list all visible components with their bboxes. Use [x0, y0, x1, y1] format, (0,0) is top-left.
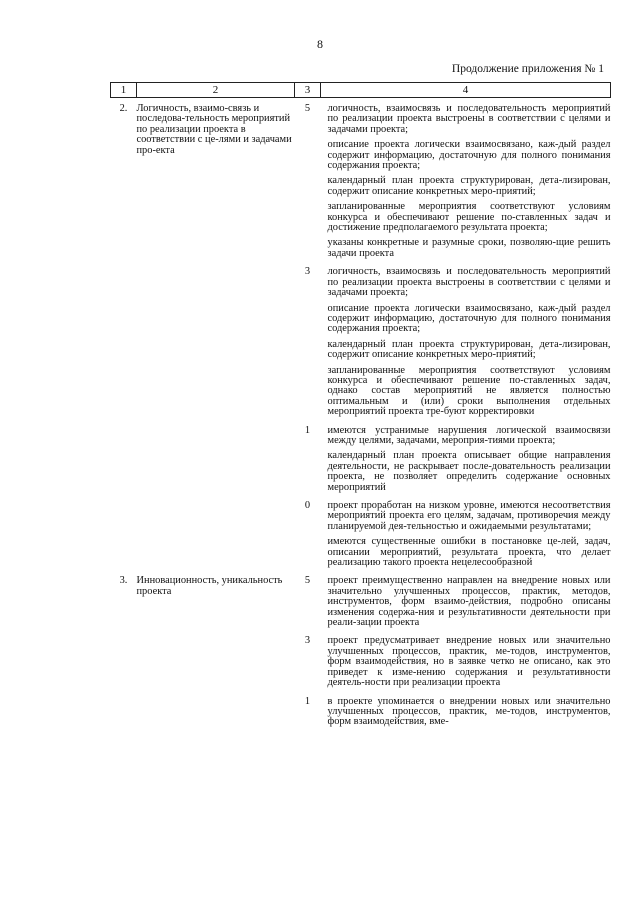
column-number: 1 [111, 83, 137, 98]
description-item: логичность, взаимосвязь и последовательность мероприятий по реализации проекта выстроены в соответствии с целями и задачами проекта; [327, 266, 611, 299]
column-number: 3 [295, 83, 321, 98]
score-value: 1 [304, 695, 311, 707]
column-number: 4 [321, 83, 611, 98]
appendix-continuation-note: Продолжение приложения № 1 [451, 63, 604, 75]
column-number: 2 [137, 83, 295, 98]
score-description [321, 98, 611, 265]
description-item: календарный план проекта описывает общие направления деятельности, не раскрывает после-довательность реализации проекта, не позволяет определить содержание основных мероприятий [327, 450, 611, 493]
score-description [321, 264, 611, 422]
score-value: 3 [304, 635, 311, 647]
score-value: 3 [304, 266, 311, 278]
table-row [111, 573, 611, 633]
description-item: имеются существенные ошибки в постановке це-лей, задач, описании мероприятий, результата проекта, что делает реализацию такого проекта нецелесообразной [327, 536, 611, 569]
description-item: проект преимущественно направлен на внедрение новых или значительно улучшенных процессов, практик, методов, инструментов, форм взаимо-действия, подробно описаны изменения содержа-ния и результативности деятельности при реали-зации проекта [327, 575, 611, 629]
column-number-row [111, 83, 611, 98]
table-row [111, 98, 611, 265]
page-number: 8 [317, 37, 323, 51]
score-description [321, 498, 611, 573]
score-description [321, 694, 611, 733]
score-value: 0 [304, 500, 311, 511]
criterion-name: Инновационность, уникальность проекта [136, 575, 283, 597]
score-value: 5 [304, 103, 311, 114]
description-item: имеются устранимые нарушения логической взаимосвязи между целями, задачами, мероприя-тиями проекта; [327, 424, 611, 446]
description-item: проект предусматривает внедрение новых или значительно улучшенных процессов, практик, ме-тодов, инструментов, форм взаимодействия, но в заявке четко не описано, как это приведет к изме-нению содержания и результативности деятель-ности при реализации проекта [327, 635, 611, 689]
criterion-name: Логичность, взаимо-связь и последова-тельность мероприятий по реализации проекта в соответствии с це-лями и задачами про-екта [136, 103, 292, 156]
score-description [321, 573, 611, 633]
score-description [321, 423, 611, 498]
description-item: описание проекта логически взаимосвязано, каж-дый раздел содержит информацию, достаточную для полного понимания содержания проекта; [327, 139, 611, 172]
description-item: логичность, взаимосвязь и последовательность мероприятий по реализации проекта выстроены в соответствии с целями и задачами проекта; [327, 103, 611, 135]
criterion-number: 3. [119, 575, 128, 587]
description-item: указаны конкретные и разумные сроки, позволяю-щие решить задачи проекта [327, 237, 611, 259]
criteria-table [110, 82, 611, 733]
description-item: календарный план проекта структурирован, дета-лизирован, содержит описание конкретных меро-приятий; [327, 338, 611, 361]
score-description [321, 633, 611, 693]
description-item: проект проработан на низком уровне, имеются несоответствия мероприятий проекта его целям, задачам, противоречия между планируемой дея-тельностью и ожидаемыми результатами; [327, 500, 611, 532]
description-item: описание проекта логически взаимосвязано, каж-дый раздел содержит информацию, достаточную для полного понимания содержания проекта; [327, 302, 611, 335]
description-item: в проекте упоминается о внедрении новых или значительно улучшенных процессов, практик, ме-тодов, инструментов, форм взаимодействия, вме- [327, 695, 611, 728]
score-value: 1 [304, 424, 311, 436]
score-value: 5 [304, 575, 311, 587]
criterion-number: 2. [119, 103, 128, 114]
description-item: календарный план проекта структурирован, дета-лизирован, содержит описание конкретных меро-приятий; [327, 175, 611, 197]
description-item: запланированные мероприятия соответствуют условиям конкурса и обеспечивают решение по-ставленных задач и достижение предполагаемого результата проекта; [327, 201, 611, 234]
description-item: запланированные мероприятия соответствуют условиям конкурса и обеспечивают решение по-ставленных задач, однако состав мероприятий не является полностью оптимальным и (или) сроки выполнения отдельных мероприятий проекта тре-буют корректировки [327, 364, 611, 418]
